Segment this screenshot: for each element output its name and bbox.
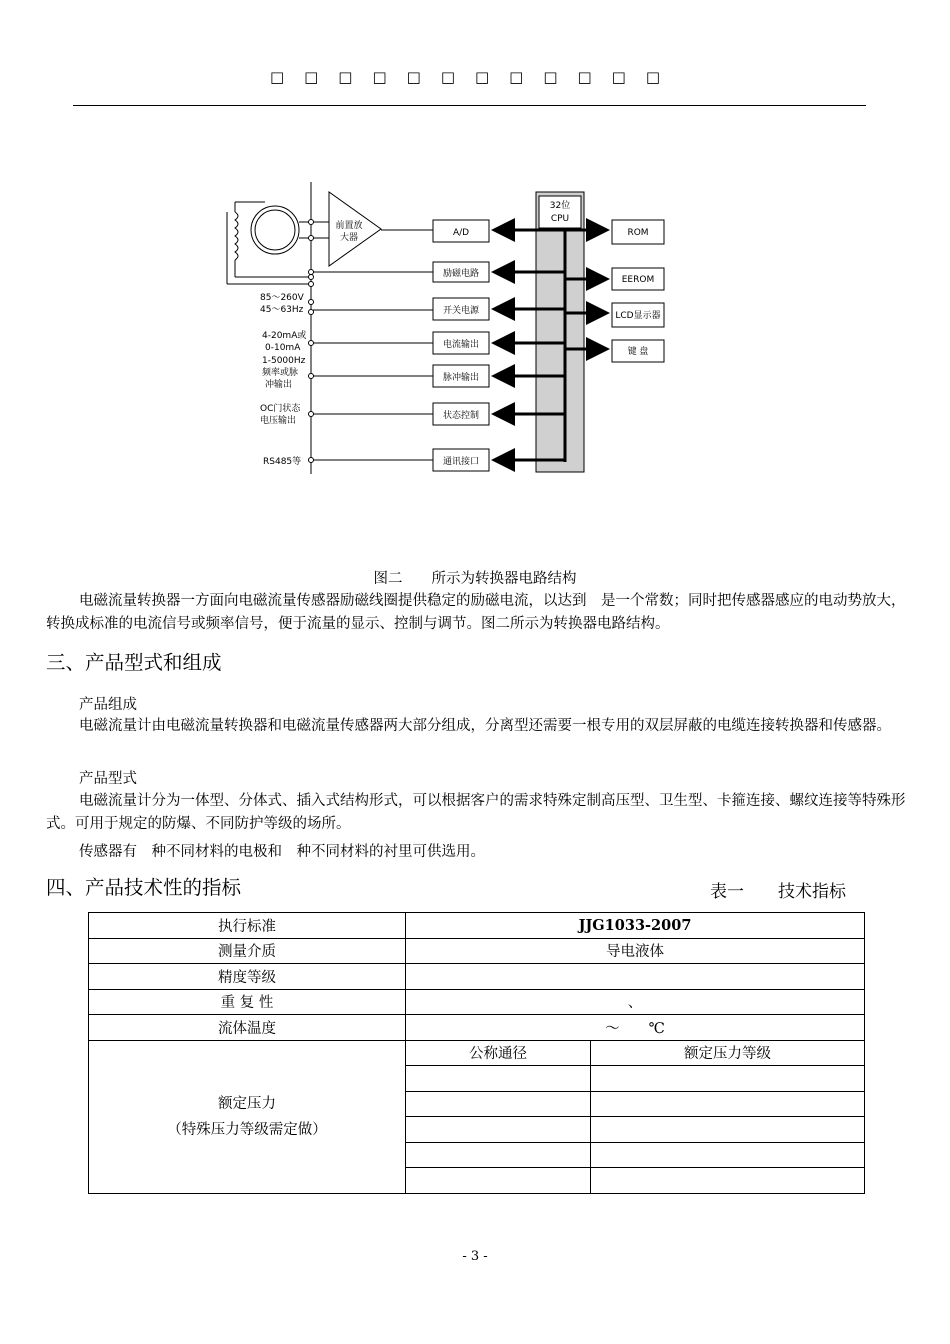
page-header: □□□□□□□□□□□□ (269, 68, 681, 86)
svg-text:励磁电路: 励磁电路 (442, 269, 480, 279)
section3-heading: 三、产品型式和组成 (46, 651, 222, 674)
svg-text:LCD显示器: LCD显示器 (615, 311, 661, 321)
svg-text:脉冲输出: 脉冲输出 (442, 373, 480, 383)
figure-caption: 图二 所示为转换器电路结构 (373, 571, 577, 587)
pressure-note: （特殊压力等级需定做） (167, 1121, 327, 1138)
type-text: 电磁流量计分为一体型、分体式、插入式结构形式，可以根据客户的需求特殊定制高压型、卫生型、卡箍连接、螺纹连接等特殊形式。可用于规定的防爆、不同防护等级的场所。 (46, 793, 906, 832)
pressure-col-header: 额定压力等级 (591, 1040, 865, 1066)
row-value: 导电液体 (406, 938, 865, 964)
svg-text:电流输出: 电流输出 (442, 340, 480, 350)
row-label: 重 复 性 (89, 989, 406, 1015)
type-title: 产品型式 (79, 771, 137, 787)
row-value (406, 964, 865, 990)
materials-text: 传感器有 种不同材料的电极和 种不同材料的衬里可供选用。 (79, 844, 485, 860)
table-row (89, 1040, 865, 1066)
svg-text:45～63Hz: 45～63Hz (260, 305, 304, 315)
row-label: 流体温度 (89, 1015, 406, 1041)
row-label: 执行标准 (89, 913, 406, 939)
svg-text:大器: 大器 (339, 233, 359, 243)
svg-text:32位: 32位 (549, 201, 571, 211)
svg-text:85～260V: 85～260V (260, 293, 304, 303)
composition-title: 产品组成 (79, 697, 137, 713)
coil-icon (235, 212, 238, 260)
svg-text:状态控制: 状态控制 (442, 411, 480, 421)
svg-text:通讯接口: 通讯接口 (442, 457, 480, 467)
table-row (89, 938, 865, 964)
svg-text:键 盘: 键 盘 (627, 347, 649, 357)
table-row (89, 989, 865, 1015)
svg-text:OC门状态: OC门状态 (260, 404, 301, 414)
table-row (89, 964, 865, 990)
sensor-tube-icon (251, 206, 299, 254)
svg-text:0-10mA: 0-10mA (265, 343, 301, 353)
svg-text:EEROM: EEROM (621, 275, 655, 285)
table-row (89, 913, 865, 939)
svg-text:电压输出: 电压输出 (260, 416, 297, 426)
row-value: ～ ℃ (406, 1015, 865, 1041)
svg-text:开关电源: 开关电源 (442, 306, 480, 316)
row-value: JJG1033-2007 (406, 913, 865, 939)
svg-text:ROM: ROM (627, 228, 649, 238)
table-row (89, 1015, 865, 1041)
intro-paragraph: 电磁流量转换器一方面向电磁流量传感器励磁线圈提供稳定的励磁电流，以达到 是一个常数；同时把传感器感应的电动势放大，转换成标准的电流信号或频率信号，便于流量的显示、控制与调节。图二所示为转换器电路结构。 (46, 593, 906, 632)
svg-text:CPU: CPU (550, 214, 570, 224)
svg-text:A/D: A/D (452, 228, 470, 238)
page-number: - 3 - (462, 1249, 488, 1264)
row-label: 精度等级 (89, 964, 406, 990)
composition-text: 电磁流量计由电磁流量转换器和电磁流量传感器两大部分组成，分离型还需要一根专用的双层屏蔽的电缆连接转换器和传感器。 (79, 718, 891, 734)
row-label: 测量介质 (89, 938, 406, 964)
pressure-col-header: 公称通径 (406, 1040, 591, 1066)
pressure-label-cell (89, 1040, 406, 1193)
svg-text:前置放: 前置放 (335, 221, 363, 231)
row-value: 、 (406, 989, 865, 1015)
svg-text:RS485等: RS485等 (263, 457, 302, 467)
svg-text:1-5000Hz: 1-5000Hz (262, 356, 306, 366)
section4-heading: 四、产品技术性的指标 (46, 876, 242, 899)
header-rule (73, 105, 866, 106)
svg-text:4-20mA或: 4-20mA或 (262, 331, 307, 341)
svg-text:频率或脉: 频率或脉 (262, 368, 299, 378)
svg-text:冲输出: 冲输出 (265, 380, 293, 390)
converter-circuit-diagram (205, 182, 685, 482)
table-title: 表一 技术指标 (710, 882, 846, 902)
pressure-label: 额定压力 (218, 1095, 276, 1112)
tech-spec-table (88, 912, 865, 1194)
